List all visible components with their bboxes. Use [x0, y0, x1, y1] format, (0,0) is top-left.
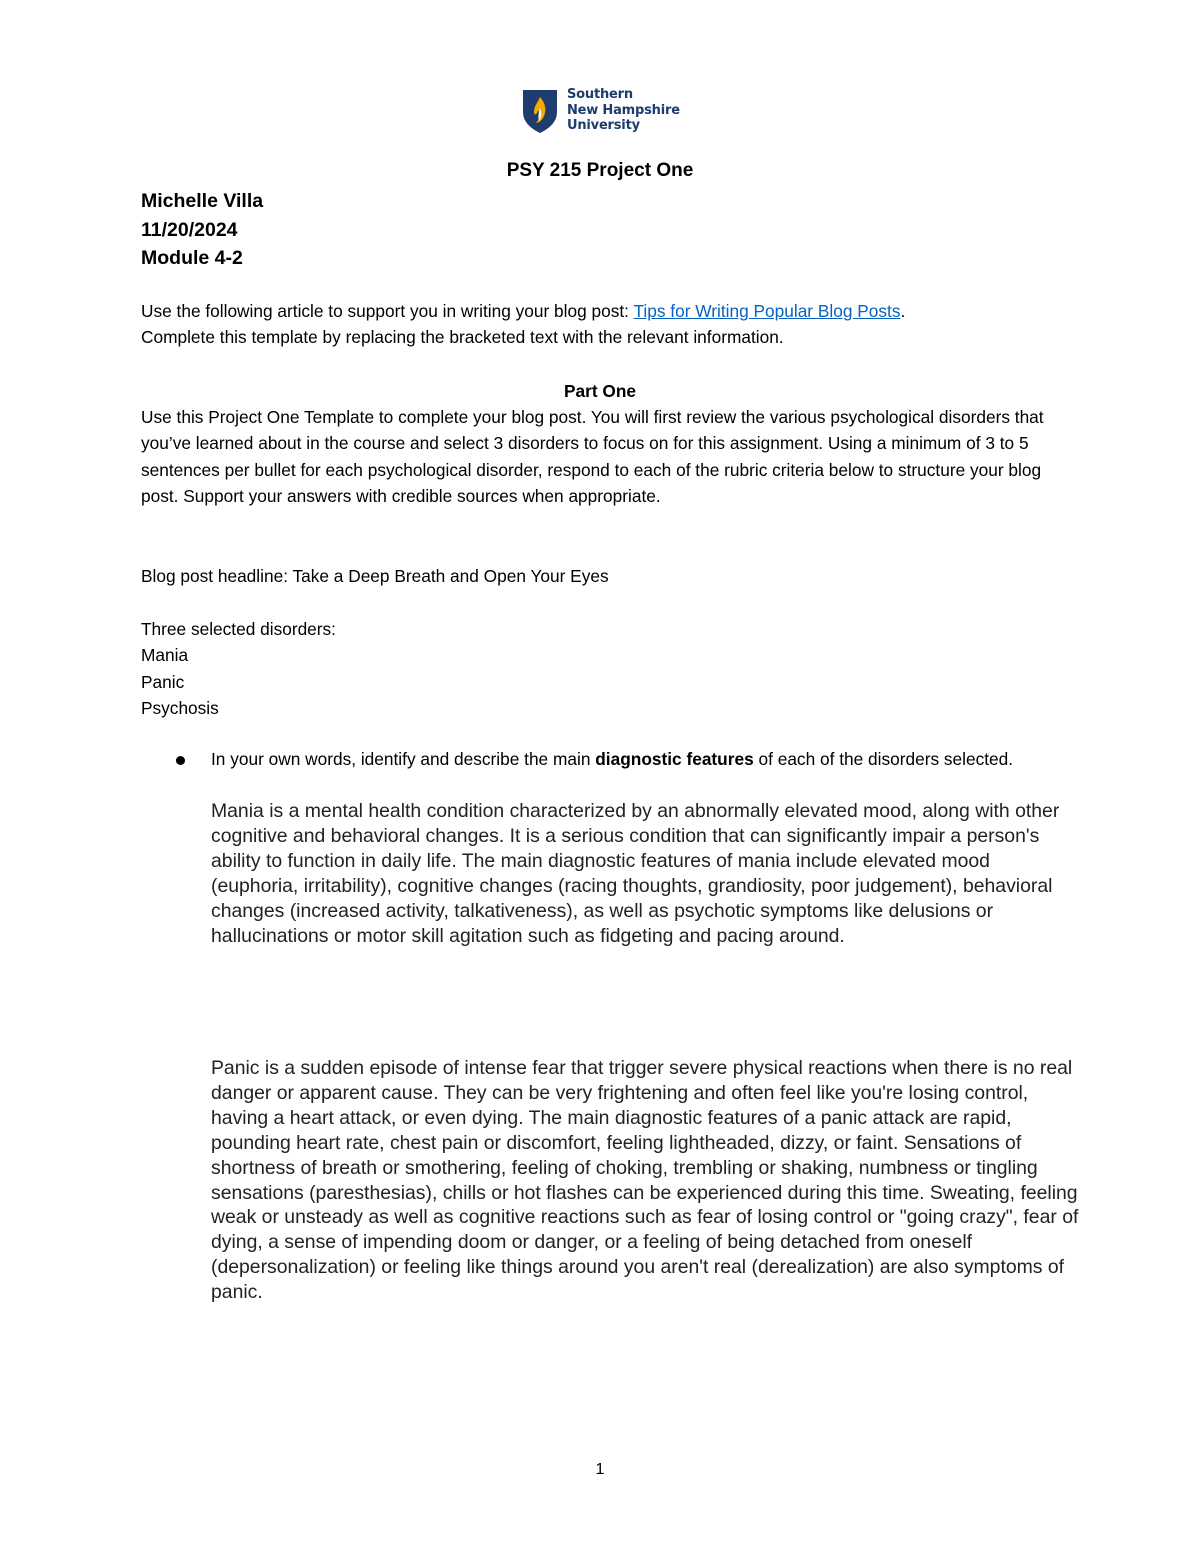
disorders-list: [141, 616, 1071, 722]
headline-value: Take a Deep Breath and Open Your Eyes: [292, 566, 609, 586]
disorder-item: Psychosis: [141, 698, 219, 719]
bullet-suffix: of each of the disorders selected.: [753, 749, 1014, 769]
university-logo: [521, 86, 691, 138]
headline-line: [141, 563, 1071, 589]
headline-label: Blog post headline:: [141, 566, 293, 586]
student-name: Michelle Villa: [141, 190, 264, 212]
disorders-label: Three selected disorders:: [141, 619, 336, 639]
bullet-prefix: In your own words, identify and describe the main: [211, 749, 596, 769]
intro-text: Use the following article to support you in writing your blog post:: [141, 301, 634, 321]
logo-wordmark: [567, 87, 680, 134]
module-label: Module 4-2: [141, 247, 243, 269]
intro-period: .: [900, 301, 906, 321]
disorder-item: Panic: [141, 671, 185, 692]
mania-answer: Mania is a mental health condition characterized by an abnormally elevated mood, along with other cognitive and behavioral changes. It is a serious condition that can significantly impair a person's ability to function in daily life. The main diagnostic features of mania include elevated mood (euphoria, irritability), cognitive changes (racing thoughts, grandiosity, poor judgement), behavioral changes (increased activity, talkativeness), as well as psychotic symptoms like delusions or hallucinations or motor skill agitation such as fidgeting and pacing around.: [211, 800, 1060, 947]
document-title: PSY 215 Project One: [506, 160, 694, 181]
bullet-icon: [176, 756, 185, 765]
logo-line-1: Southern: [567, 87, 633, 102]
bullet-prompt: [211, 746, 1071, 772]
blog-tips-link[interactable]: Tips for Writing Popular Blog Posts: [633, 301, 901, 321]
logo-line-2: New Hampshire: [567, 102, 680, 118]
part-one-instructions: Use this Project One Template to complete your blog post. You will first review the various psychological disorders that you’ve learned about in the course and select 3 disorders to focus on for this assignment. Using a minimum of 3 to 5 sentences per bullet for each psychological disorder, respond to each of the rubric criteria below to structure your blog post. Support your answers with credible sources when appropriate.: [141, 407, 1044, 507]
panic-answer: Panic is a sudden episode of intense fear that trigger severe physical reactions when there is no real danger or apparent cause. They can be very frightening and often feel like you're losing control, having a heart attack, or even dying. The main diagnostic features of a panic attack are rapid, pounding heart rate, chest pain or discomfort, feeling lightheaded, dizzy, or faint. Sensations of shortness of breath or smothering, feeling of choking, trembling or shaking, numbness or tingling sensations (paresthesias), chills or hot flashes can be experienced during this time. Sweating, feeling weak or unsteady as well as cognitive reactions such as fear of losing control or "going crazy", fear of dying, a sense of impending doom or danger, or a feeling of being detached from oneself (depersonalization) or feeling like things around you aren't real (derealization) are also symptoms of panic.: [211, 1057, 1079, 1304]
part-one-heading: Part One: [563, 381, 637, 401]
flame-shield-icon: [521, 88, 559, 134]
bullet-bold: diagnostic features: [595, 749, 754, 769]
submission-date: 11/20/2024: [141, 218, 238, 241]
intro-line-2: Complete this template by replacing the bracketed text with the relevant information.: [141, 327, 784, 348]
intro-paragraph: [141, 298, 1071, 351]
page-number: 1: [595, 1461, 605, 1478]
student-header: [141, 187, 263, 273]
logo-line-3: University: [567, 118, 640, 133]
disorder-item: Mania: [141, 645, 189, 666]
